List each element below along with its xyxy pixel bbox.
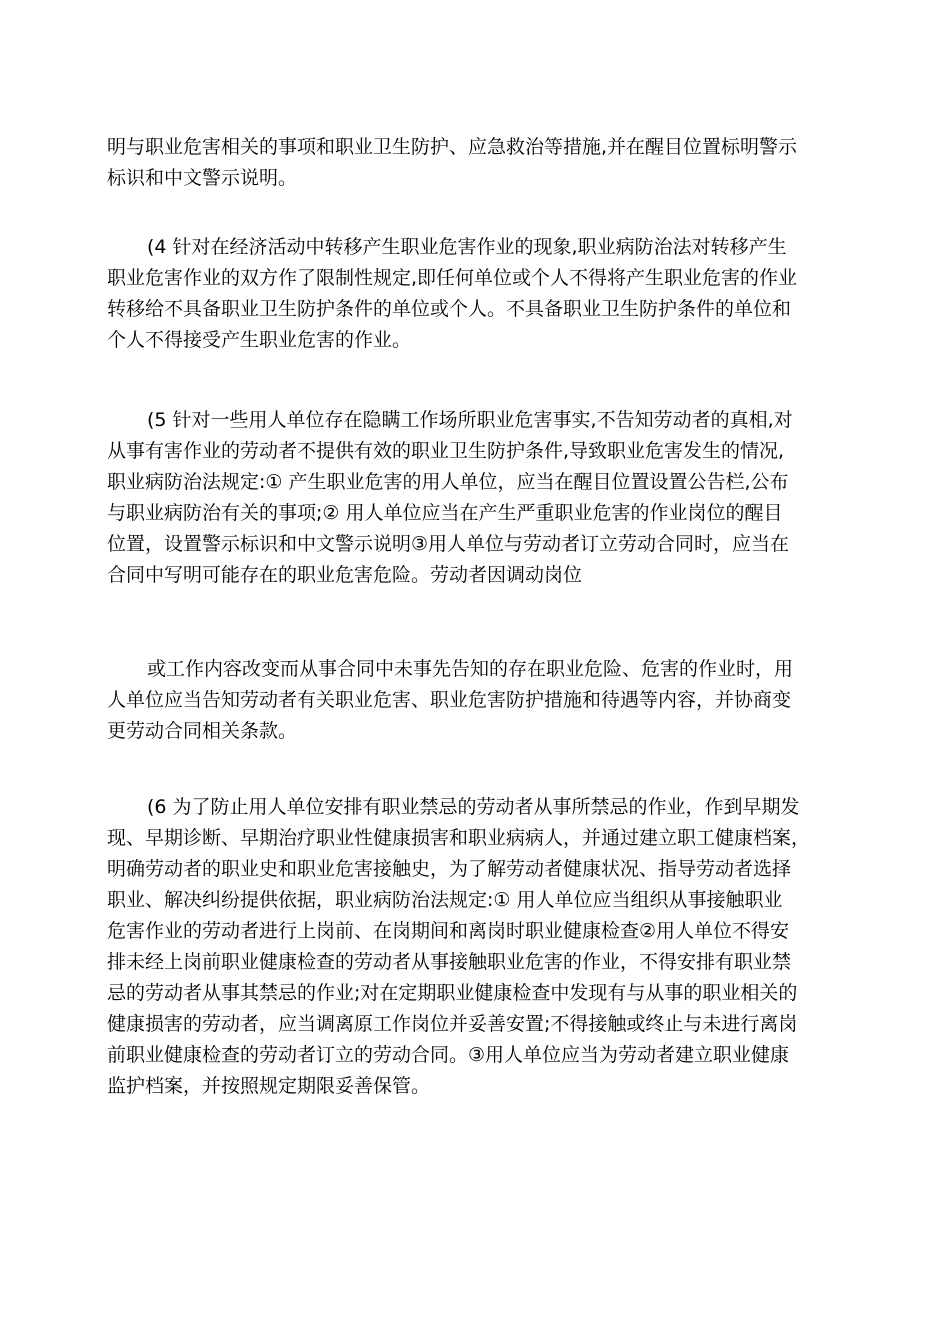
text-line: 健康损害的劳动者，应当调离原工作岗位并妥善安置;不得接触或终止与未进行离岗: [107, 1013, 798, 1035]
text-line: 职业病防治法规定:① 产生职业危害的用人单位，应当在醒目位置设置公告栏,公布: [107, 471, 789, 493]
text-line: 与职业病防治有关的事项;② 用人单位应当在产生严重职业危害的作业岗位的醒目: [107, 502, 783, 524]
text-line: 人单位应当告知劳动者有关职业危害、职业危害防护措施和待遇等内容，并协商变: [107, 689, 792, 711]
text-line: 明与职业危害相关的事项和职业卫生防护、应急救治等措施,并在醒目位置标明警示: [107, 136, 798, 158]
paragraph-1: [107, 132, 852, 194]
text-line: 职业危害作业的双方作了限制性规定,即任何单位或个人不得将产生职业危害的作业: [107, 267, 798, 289]
paragraph-5: [107, 792, 852, 1102]
text-line: 前职业健康检查的劳动者订立的劳动合同。③用人单位应当为劳动者建立职业健康: [107, 1044, 790, 1066]
text-line: 监护档案，并按照规定期限妥善保管。: [107, 1075, 431, 1097]
text-line: 排未经上岗前职业健康检查的劳动者从事接触职业危害的作业，不得安排有职业禁: [107, 951, 792, 973]
text-line: 个人不得接受产生职业危害的作业。: [107, 329, 412, 351]
text-line: 明确劳动者的职业史和职业危害接触史，为了解劳动者健康状况、指导劳动者选择: [107, 858, 792, 880]
text-line: (6 为了防止用人单位安排有职业禁忌的劳动者从事所禁忌的作业，作到早期发: [147, 796, 800, 818]
text-line: 或工作内容改变而从事合同中未事先告知的存在职业危险、危害的作业时，用: [147, 658, 794, 680]
paragraph-3: [107, 405, 852, 591]
paragraph-2: [107, 232, 852, 356]
text-line: 位置，设置警示标识和中文警示说明③用人单位与劳动者订立劳动合同时，应当在: [107, 533, 790, 555]
paragraph-4: [107, 654, 852, 747]
text-line: 危害作业的劳动者进行上岗前、在岗期间和离岗时职业健康检查②用人单位不得安: [107, 920, 790, 942]
text-line: 从事有害作业的劳动者不提供有效的职业卫生防护条件,导致职业危害发生的情况,: [107, 440, 785, 462]
text-line: 标识和中文警示说明。: [107, 167, 298, 189]
text-line: 忌的劳动者从事其禁忌的作业;对在定期职业健康检查中发现有与从事的职业相关的: [107, 982, 798, 1004]
text-line: 现、早期诊断、早期治疗职业性健康损害和职业病病人，并通过建立职工健康档案，: [107, 827, 811, 849]
text-line: 更劳动合同相关条款。: [107, 720, 298, 742]
text-line: 转移给不具备职业卫生防护条件的单位或个人。不具备职业卫生防护条件的单位和: [107, 298, 792, 320]
text-line: 合同中写明可能存在的职业危害危险。劳动者因调动岗位: [107, 564, 583, 586]
text-line: (4 针对在经济活动中转移产生职业危害作业的现象,职业病防治法对转移产生: [147, 236, 787, 258]
text-line: 职业、解决纠纷提供依据，职业病防治法规定:① 用人单位应当组织从事接触职业: [107, 889, 783, 911]
text-line: (5 针对一些用人单位存在隐瞒工作场所职业危害事实,不告知劳动者的真相,对: [147, 409, 793, 431]
